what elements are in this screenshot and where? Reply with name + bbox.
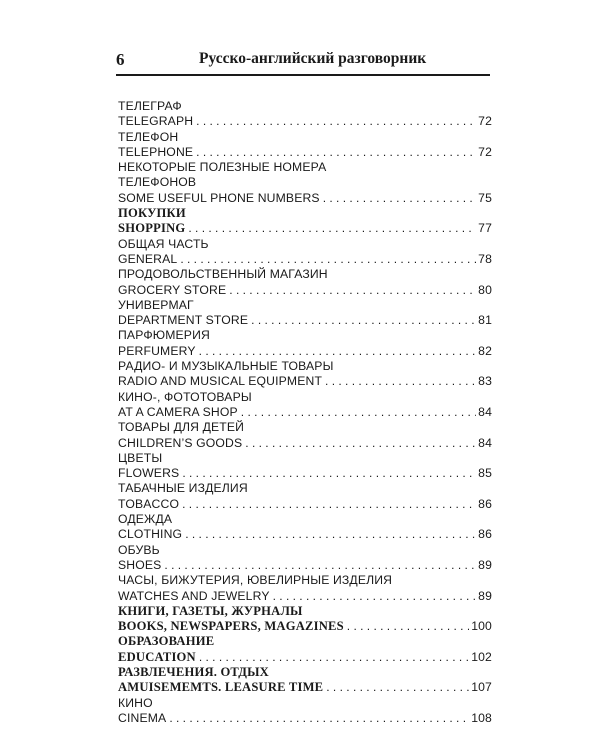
toc-entry	[118, 390, 492, 421]
toc-entry-page-number: 102	[471, 649, 492, 664]
toc-entry-english-title: RADIO AND MUSICAL EQUIPMENT	[118, 374, 323, 389]
toc-entry-english-title: BOOKS, NEWSPAPERS, MAGAZINES	[118, 619, 344, 634]
toc-entry	[118, 604, 492, 635]
toc-entry-english-title: DEPARTMENT STORE	[118, 313, 249, 328]
toc-entry-russian-title: НЕКОТОРЫЕ ПОЛЕЗНЫЕ НОМЕРА	[118, 160, 327, 175]
toc-entry-page-number: 89	[478, 557, 492, 572]
toc-entry-english-line	[118, 283, 492, 298]
toc-entry-english-line	[118, 145, 492, 160]
toc-entry-english-line	[118, 497, 492, 512]
toc-entry-english-line	[118, 114, 492, 129]
dot-leader	[323, 191, 476, 206]
toc-entry-russian-title: КИНО	[118, 695, 153, 710]
toc-entry	[118, 481, 492, 512]
toc-entry-english-title: SHOES	[118, 557, 162, 572]
toc-entry-russian-title: ТАБАЧНЫЕ ИЗДЕЛИЯ	[118, 481, 248, 496]
toc-entry-english-title: TELEGRAPH	[118, 114, 194, 129]
dot-leader	[325, 374, 476, 389]
toc-entry-page-number: 83	[478, 374, 492, 389]
toc-entry-russian-title: КНИГИ, ГАЗЕТЫ, ЖУРНАЛЫ	[118, 603, 303, 618]
toc-entry	[118, 99, 492, 130]
dot-leader	[180, 252, 476, 267]
toc-entry-russian-title: ОБУВЬ	[118, 542, 160, 557]
dot-leader	[188, 221, 476, 236]
toc-entry-english-line	[118, 466, 492, 481]
toc-entry-english-line	[118, 680, 492, 695]
toc-entry-english-title: TELEPHONE	[118, 144, 194, 159]
dot-leader	[182, 497, 476, 512]
toc-entry	[118, 130, 492, 161]
toc-entry	[118, 543, 492, 574]
toc-entry-english-title: CHILDREN’S GOODS	[118, 435, 243, 450]
toc-entry-russian-title: ПРОДОВОЛЬСТВЕННЫЙ МАГАЗИН	[118, 267, 328, 282]
toc-entry-russian-title: РАДИО- И МУЗЫКАЛЬНЫЕ ТОВАРЫ	[118, 359, 334, 374]
toc-entry-page-number: 85	[478, 466, 492, 481]
toc-entry-english-title: AT A CAMERA SHOP	[118, 404, 238, 419]
toc-entry-russian-title: ЧАСЫ, БИЖУТЕРИЯ, ЮВЕЛИРНЫЕ ИЗДЕЛИЯ	[118, 573, 393, 588]
toc-entry-english-line	[118, 344, 492, 359]
table-of-contents	[118, 99, 492, 726]
toc-entry-russian-title: ТЕЛЕФОН	[118, 129, 179, 144]
dot-leader	[199, 344, 476, 359]
toc-entry	[118, 451, 492, 482]
toc-entry	[118, 267, 492, 298]
toc-entry	[118, 696, 492, 727]
toc-entry-russian-title: ПАРФЮМЕРИЯ	[118, 328, 210, 343]
toc-entry-russian-title: ОДЕЖДА	[118, 512, 173, 527]
toc-entry-english-title: GROCERY STORE	[118, 282, 227, 297]
dot-leader	[182, 466, 476, 481]
toc-entry-english-title: TOBACCO	[118, 496, 180, 511]
toc-entry-english-line	[118, 558, 492, 573]
toc-entry	[118, 573, 492, 604]
toc-entry-page-number: 108	[471, 710, 492, 725]
toc-entry-page-number: 72	[478, 114, 492, 129]
toc-entry-page-number: 78	[478, 251, 492, 266]
toc-entry-english-line	[118, 374, 492, 389]
toc-entry-english-title: PERFUMERY	[118, 343, 196, 358]
toc-entry-english-title: SHOPPING	[118, 221, 186, 236]
toc-entry-english-line	[118, 436, 492, 451]
toc-entry-page-number: 81	[478, 313, 492, 328]
toc-entry-english-line	[118, 252, 492, 267]
toc-entry-page-number: 89	[478, 588, 492, 603]
toc-entry	[118, 328, 492, 359]
toc-entry-english-line	[118, 650, 492, 665]
toc-entry-russian-title: УНИВЕРМАГ	[118, 297, 194, 312]
toc-entry-page-number: 86	[478, 496, 492, 511]
running-header	[116, 48, 490, 76]
toc-entry	[118, 160, 492, 206]
book-title: Русско-английский разговорник	[199, 50, 427, 67]
toc-entry-page-number: 80	[478, 282, 492, 297]
toc-entry	[118, 298, 492, 329]
toc-entry-russian-title: ТЕЛЕФОНОВ	[118, 175, 197, 190]
toc-entry-english-title: CLOTHING	[118, 527, 183, 542]
toc-entry-page-number: 75	[478, 190, 492, 205]
toc-entry-english-line	[118, 711, 492, 726]
toc-entry-page-number: 86	[478, 527, 492, 542]
toc-entry	[118, 665, 492, 696]
toc-entry-english-title: CINEMA	[118, 710, 167, 725]
toc-entry-page-number: 77	[478, 221, 492, 236]
toc-entry-english-line	[118, 191, 492, 206]
page-number: 6	[116, 50, 125, 69]
toc-entry-english-line	[118, 589, 492, 604]
toc-entry-english-title: GENERAL	[118, 251, 178, 266]
toc-entry	[118, 420, 492, 451]
toc-entry-russian-title: ЦВЕТЫ	[118, 450, 163, 465]
dot-leader	[273, 589, 477, 604]
toc-entry-russian-title: ТОВАРЫ ДЛЯ ДЕТЕЙ	[118, 420, 245, 435]
dot-leader	[245, 436, 476, 451]
dot-leader	[251, 313, 476, 328]
toc-entry	[118, 634, 492, 665]
dot-leader	[229, 283, 476, 298]
toc-entry-english-line	[118, 619, 492, 634]
toc-entry-page-number: 100	[471, 619, 492, 634]
toc-entry-page-number: 72	[478, 144, 492, 159]
toc-entry	[118, 206, 492, 237]
toc-entry-english-line	[118, 527, 492, 542]
toc-entry-russian-title: КИНО-, ФОТОТОВАРЫ	[118, 389, 252, 404]
toc-entry-english-line	[118, 221, 492, 236]
toc-entry-english-title: SOME USEFUL PHONE NUMBERS	[118, 190, 320, 205]
toc-entry-page-number: 82	[478, 343, 492, 358]
toc-entry-english-line	[118, 405, 492, 420]
toc-entry-page-number: 84	[478, 404, 492, 419]
dot-leader	[241, 405, 476, 420]
toc-entry-russian-title: ТЕЛЕГРАФ	[118, 99, 182, 113]
toc-entry	[118, 512, 492, 543]
toc-entry-page-number: 107	[471, 680, 492, 695]
dot-leader	[326, 680, 469, 695]
dot-leader	[196, 114, 476, 129]
toc-entry-english-title: FLOWERS	[118, 466, 180, 481]
toc-entry-english-title: WATCHES AND JEWELRY	[118, 588, 270, 603]
toc-entry-russian-title: РАЗВЛЕЧЕНИЯ. ОТДЫХ	[118, 664, 269, 679]
dot-leader	[347, 619, 469, 634]
toc-entry-english-title: EDUCATION	[118, 649, 196, 664]
toc-entry-english-title: AMUISEMEMTS. LEASURE TIME	[118, 680, 324, 695]
toc-entry	[118, 237, 492, 268]
dot-leader	[199, 650, 469, 665]
dot-leader	[185, 527, 476, 542]
toc-entry	[118, 359, 492, 390]
dot-leader	[196, 145, 476, 160]
toc-entry-page-number: 84	[478, 435, 492, 450]
toc-entry-russian-title: ОБЩАЯ ЧАСТЬ	[118, 236, 209, 251]
toc-entry-english-line	[118, 313, 492, 328]
dot-leader	[164, 558, 476, 573]
toc-entry-russian-title: ПОКУПКИ	[118, 206, 186, 221]
dot-leader	[169, 711, 469, 726]
toc-entry-russian-title: ОБРАЗОВАНИЕ	[118, 634, 215, 649]
